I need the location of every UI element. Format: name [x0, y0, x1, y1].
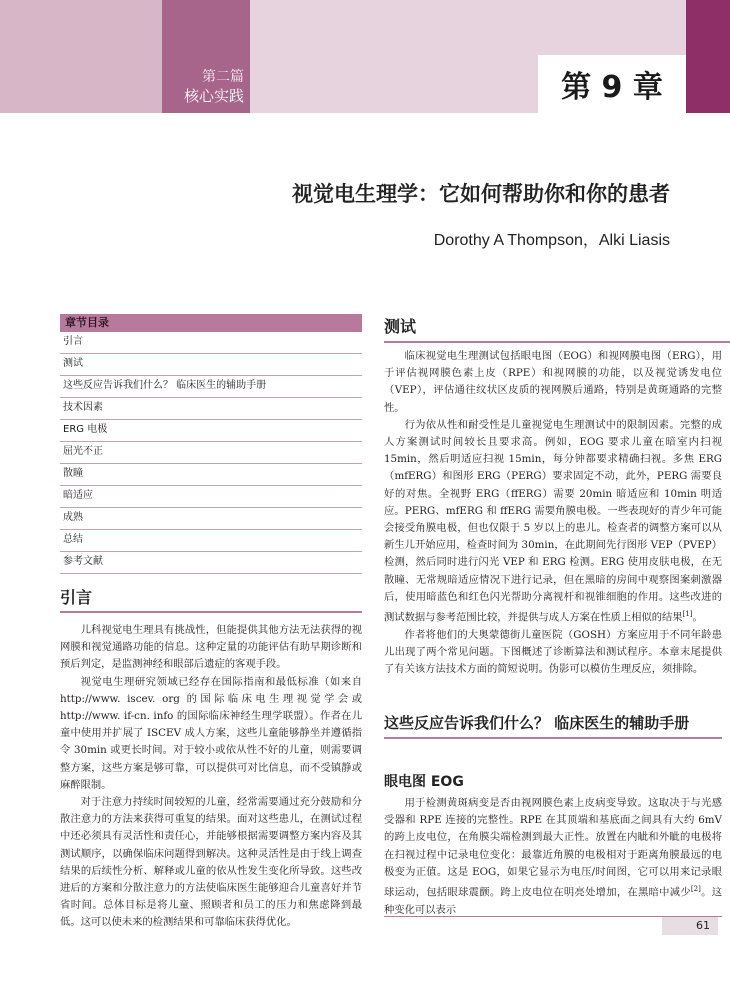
testing-body: [384, 348, 722, 678]
paragraph: [384, 795, 722, 919]
paragraph-text: 。: [692, 611, 703, 624]
toc-heading: 章节目录: [60, 314, 362, 332]
chapter-header-band: [0, 0, 730, 113]
paragraph: 对于注意力持续时间较短的儿童，经常需要通过充分鼓励和分散注意力的方法来获得可重复的结果。面对这些患儿，在测试过程中还必须具有灵活性和责任心，并能够根据需要调整方案内容及其测试顺序，以确保临床问题得到解决。这种灵活性是由于线上调查结果的后续性分析、解释或儿童的依从性发生变化所导致。这些改进后的方案和分散注意力的方法使临床医生能够迎合儿童喜好并节省时间。总体目标是将儿童、照顾者和员工的压力和焦虑降到最低。这可以使未来的检测结果和可靠临床获得优化。: [60, 796, 362, 929]
toc-item[interactable]: 总结: [60, 530, 362, 552]
paragraph-text: 。这种变化可以表示: [384, 886, 723, 916]
paragraph: 作者将他们的大奥蒙德街儿童医院（GOSH）方案应用于不同年龄患儿出现了两个常见问题。下图概述了诊断算法和测试程序。本章末尾提供了有关该方法技术方面的简短说明。伪影可以模仿生理反应，须排除。: [384, 628, 722, 676]
paragraph: 儿科视觉电生理具有挑战性，但能提供其他方法无法获得的视网膜和视觉通路功能的信息。这种定量的功能评估有助早期诊断和预后判定，是监测神经和眼部后遗症的客观手段。: [60, 624, 362, 671]
toc-item[interactable]: 参考文献: [60, 552, 362, 574]
toc-item[interactable]: 成熟: [60, 508, 362, 530]
toc-item[interactable]: 散瞳: [60, 464, 362, 486]
header-band-segment: [686, 0, 730, 113]
part-title: 核心实践: [183, 87, 244, 105]
eog-body: [384, 795, 722, 919]
toc-item[interactable]: 引言: [60, 332, 362, 354]
toc-item[interactable]: ERG 电极: [60, 420, 362, 442]
paragraph: 临床视觉电生理测试包括眼电图（EOG）和视网膜电图（ERG），用于评估视网膜色素上皮（RPE）和视网膜的功能，以及视觉诱发电位（VEP），评估通往纹状区皮质的视网膜后通路，特别是黄斑通路的完整性。: [384, 350, 722, 414]
intro-body: [60, 622, 362, 932]
section-heading-testing: 测试: [384, 314, 730, 343]
toc-item[interactable]: 测试: [60, 354, 362, 376]
part-label: [150, 68, 244, 106]
chapter-toc: [60, 314, 362, 574]
citation[interactable]: [2]: [690, 885, 701, 894]
page-number: 61: [662, 917, 718, 935]
part-number: 第二篇: [202, 69, 244, 85]
paragraph: [384, 417, 722, 627]
paragraph-text: 行为依从性和耐受性是儿童视觉电生理测试中的限制因素。完整的成人方案测试时间较长且要求高。例如，EOG 要求儿童在暗室内扫视 15min，然后明适应扫视 15min，每分钟都要求精确扫视。多焦 ERG（mfERG）和图形 ERG（PERG）要求固定不动，此外，PERG 需要良好的对焦。全视野 ERG（ffERG）需要 20min 暗适应和 10min 明适应。PERG、mfERG 和 ffERG 需要角膜电极。一些表现好的青少年可能会接受角膜电极，但也仅限于 5 岁以上的患儿。检查者的调整方案可以从新生儿开始应用，检查时间为 30min，在此期间先行图形 VEP（PVEP）检测，然后同时进行闪光 VEP 和 ERG 检测。ERG 使用皮肤电极，在无散瞳、无常规暗适应情况下进行记录，但在黑暗的房间中观察图案刺激器后，使用暗蓝色和红色闪光帮助分离视杆和视锥细胞的作用。这些改进的测试数据与参考范围比较，并提供与成人方案在性质上相似的结果: [384, 418, 722, 624]
chapter-authors: Dorothy A Thompson，Alki Liasis: [433, 232, 670, 249]
paragraph: 视觉电生理研究领域已经存在国际指南和最低标准（如来自 http://www. iscev. org 的国际临床电生理视觉学会或 http://www. if-cn. info 的国际临床神经生理学联盟）。作者在儿童中使用并扩展了 ISCEV 成人方案，这些儿童能够静坐并遵循指令 30min 或更长时间。对于较小或依从性不好的儿童，则需要调整方案，这些方案是够可靠，可以提供可对比信息，而不受镇静或麻醉限制。: [60, 675, 362, 791]
chapter-number: 第 9 章: [538, 55, 686, 113]
toc-item[interactable]: 这些反应告诉我们什么？ 临床医生的辅助手册: [60, 376, 362, 398]
citation[interactable]: [1]: [682, 610, 693, 619]
toc-item[interactable]: 技术因素: [60, 398, 362, 420]
chapter-title: 视觉电生理学：它如何帮助你和你的患者: [292, 182, 670, 206]
subsection-heading-eog: 眼电图 EOG: [384, 774, 464, 790]
section-heading-intro: 引言: [60, 585, 362, 613]
section-heading-responses: 这些反应告诉我们什么？ 临床医生的辅助手册: [384, 712, 722, 739]
toc-item[interactable]: 屈光不正: [60, 442, 362, 464]
paragraph-text: 用于检测黄斑病变是否由视网膜色素上皮病变导致。这取决于与光感受器和 RPE 连接的完整性。RPE 在其顶端和基底面之间具有大约 6mV 的跨上皮电位，在角膜尖端检测到最大正性。放置在内眦和外眦的电极将在扫视过程中记录电位变化：最靠近角膜的电极相对于距离角膜最远的电极变为正值。这是 EOG，如果它显示为电压/时间图，它可以用来记录眼球运动，包括眼球震颤。跨上皮电位在明亮处增加，在黑暗中减少: [384, 797, 722, 899]
header-band-segment: [0, 0, 162, 113]
toc-item[interactable]: 暗适应: [60, 486, 362, 508]
